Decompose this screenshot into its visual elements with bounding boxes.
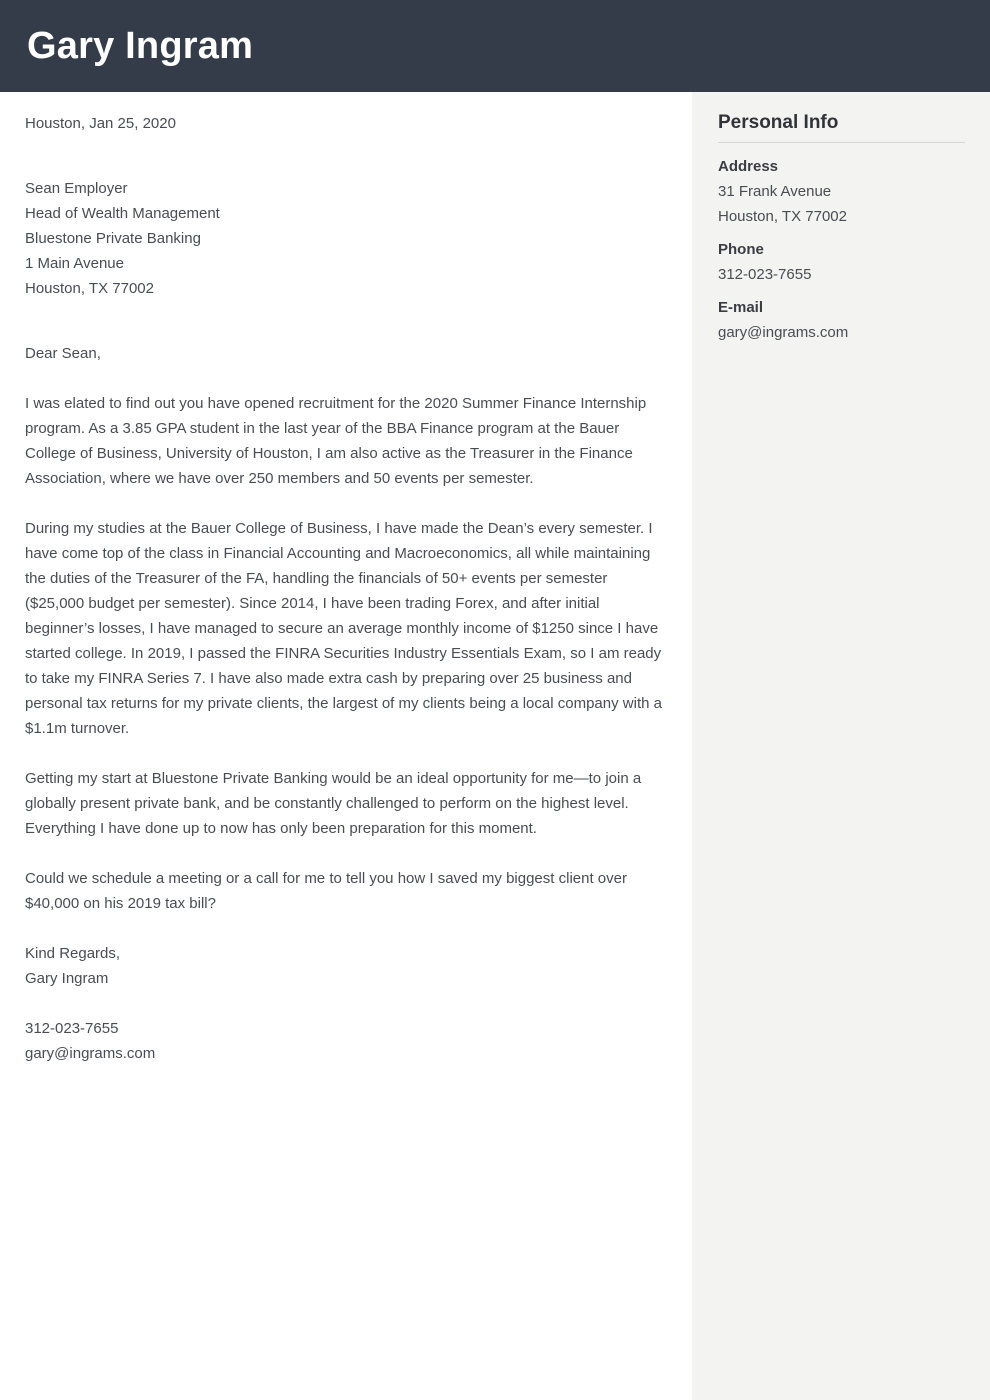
recipient-block xyxy=(25,176,665,301)
recipient-line: Houston, TX 77002 xyxy=(25,280,154,297)
recipient-line: 1 Main Avenue xyxy=(25,255,124,272)
recipient-line: Bluestone Private Banking xyxy=(25,230,201,247)
contact-phone: 312-023-7655 xyxy=(25,1020,119,1037)
recipient-line: Head of Wealth Management xyxy=(25,205,220,222)
closing-line: Kind Regards, xyxy=(25,945,121,962)
email-value: gary@ingrams.com xyxy=(718,324,849,341)
phone-value: 312-023-7655 xyxy=(718,266,812,283)
sidebar-section-phone xyxy=(718,237,965,287)
letter-body xyxy=(0,92,692,1400)
sidebar-section-email xyxy=(718,295,965,345)
letter-paragraph: Getting my start at Bluestone Private Banking would be an ideal opportunity for me—to join a globally present private bank, and be constantly challenged to perform on the highest level. Everything I have done up to now has only been preparation for this moment. xyxy=(25,770,642,837)
email-label: E-mail xyxy=(718,299,764,316)
address-line: 31 Frank Avenue xyxy=(718,183,832,200)
letter-paragraph: I was elated to find out you have opened recruitment for the 2020 Summer Finance Internship program. As a 3.85 GPA student in the last year of the BBA Finance program at the Bauer College of Business, University of Houston, I am also active as the Treasurer in the Finance Association, where we have over 250 members and 50 events per semester. xyxy=(25,395,647,487)
sidebar-title: Personal Info xyxy=(718,112,839,133)
phone-label: Phone xyxy=(718,241,764,258)
address-label: Address xyxy=(718,158,779,175)
letter-paragraph: During my studies at the Bauer College of Business, I have made the Dean’s every semester. I have come top of the class in Financial Accounting and Macroeconomics, all while maintaining the duties of the Treasurer of the FA, handling the financials of 50+ events per semester ($25,000 budget per semester). Since 2014, I have been trading Forex, and after initial beginner’s losses, I have managed to secure an average monthly income of $1250 since I have started college. In 2019, I passed the FINRA Securities Industry Essentials Exam, so I am ready to take my FINRA Series 7. I have also made extra cash by preparing over 25 business and personal tax returns for my private clients, the largest of my clients being a local company with a $1.1m turnover. xyxy=(25,520,662,737)
letter-paragraph: Could we schedule a meeting or a call for me to tell you how I saved my biggest client over $40,000 on his 2019 tax bill? xyxy=(25,870,627,912)
address-line: Houston, TX 77002 xyxy=(718,208,847,225)
header xyxy=(0,0,990,92)
contact-email: gary@ingrams.com xyxy=(25,1045,156,1062)
recipient-line: Sean Employer xyxy=(25,180,128,197)
personal-info-sidebar xyxy=(692,92,990,1400)
closing-block xyxy=(25,941,665,991)
date-line: Houston, Jan 25, 2020 xyxy=(25,115,176,132)
signature-name: Gary Ingram xyxy=(25,970,109,987)
sidebar-section-address xyxy=(718,154,965,229)
sidebar-divider xyxy=(718,142,965,143)
page-title: Gary Ingram xyxy=(27,24,254,67)
salutation: Dear Sean, xyxy=(25,345,101,362)
contact-block xyxy=(25,1016,665,1066)
